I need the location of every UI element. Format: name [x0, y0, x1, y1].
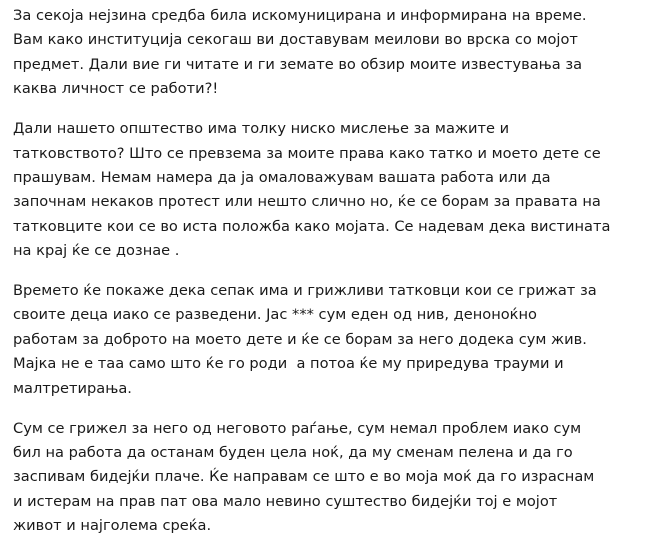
text-line: заспивам бидејќи плаче. Ќе направам се што е во моја моќ да го израснам — [13, 468, 595, 486]
paragraph-4 — [13, 417, 653, 539]
document-body — [13, 4, 653, 554]
text-line: Мајка не е таа само што ќе го роди а потоа ќе му приредува трауми и — [13, 355, 564, 373]
text-line: За секоја нејзина средба била искомуницирана и информирана на време. — [13, 7, 587, 24]
text-line: работам за доброто на моето дете и ќе се борам за него додека сум жив. — [13, 330, 587, 348]
text-line: предмет. Дали вие ги читате и ги земате во обзир моите известувања за — [13, 55, 583, 73]
text-line: татковците кои се во иста положба како мојата. Се надевам дека вистината — [13, 217, 611, 235]
text-line: живот и најголема среќа. — [13, 517, 212, 535]
text-line: бил на работа да останам буден цела ноќ, да му сменам пелена и да го — [13, 444, 573, 461]
text-line: каква личност се работи?! — [13, 80, 219, 98]
text-line: Сум се грижел за него од неговото раѓање, сум немал проблем иако сум — [13, 419, 582, 437]
text-line: прашувам. Немам намера да ја омаловажувам вашата работа или да — [13, 168, 551, 186]
paragraph-3 — [13, 279, 653, 401]
text-line: Времето ќе покаже дека сепак има и грижливи татковци кои се грижат за — [13, 282, 597, 300]
text-line: на крај ќе се дознае . — [13, 242, 180, 260]
text-line: и истерам на прав пат ова мало невино суштество бидејќи тој е мојот — [13, 492, 558, 510]
text-line: татковството? Што се превзема за моите права како татко и моето дете се — [13, 144, 601, 162]
text-line: малтретирања. — [13, 379, 132, 397]
paragraph-2 — [13, 117, 653, 263]
paragraph-1 — [13, 4, 653, 102]
text-line: Вам како институција секогаш ви доставувам меилови во врска со мојот — [13, 31, 578, 49]
text-line: Дали нашето општество има толку ниско мислење за мажите и — [13, 120, 510, 138]
text-line: своите деца иако се разведени. Јас *** сум еден од нив, деноноќно — [13, 306, 537, 324]
text-line: започнам некаков протест или нешто слично но, ќе се борам за правата на — [13, 193, 601, 211]
